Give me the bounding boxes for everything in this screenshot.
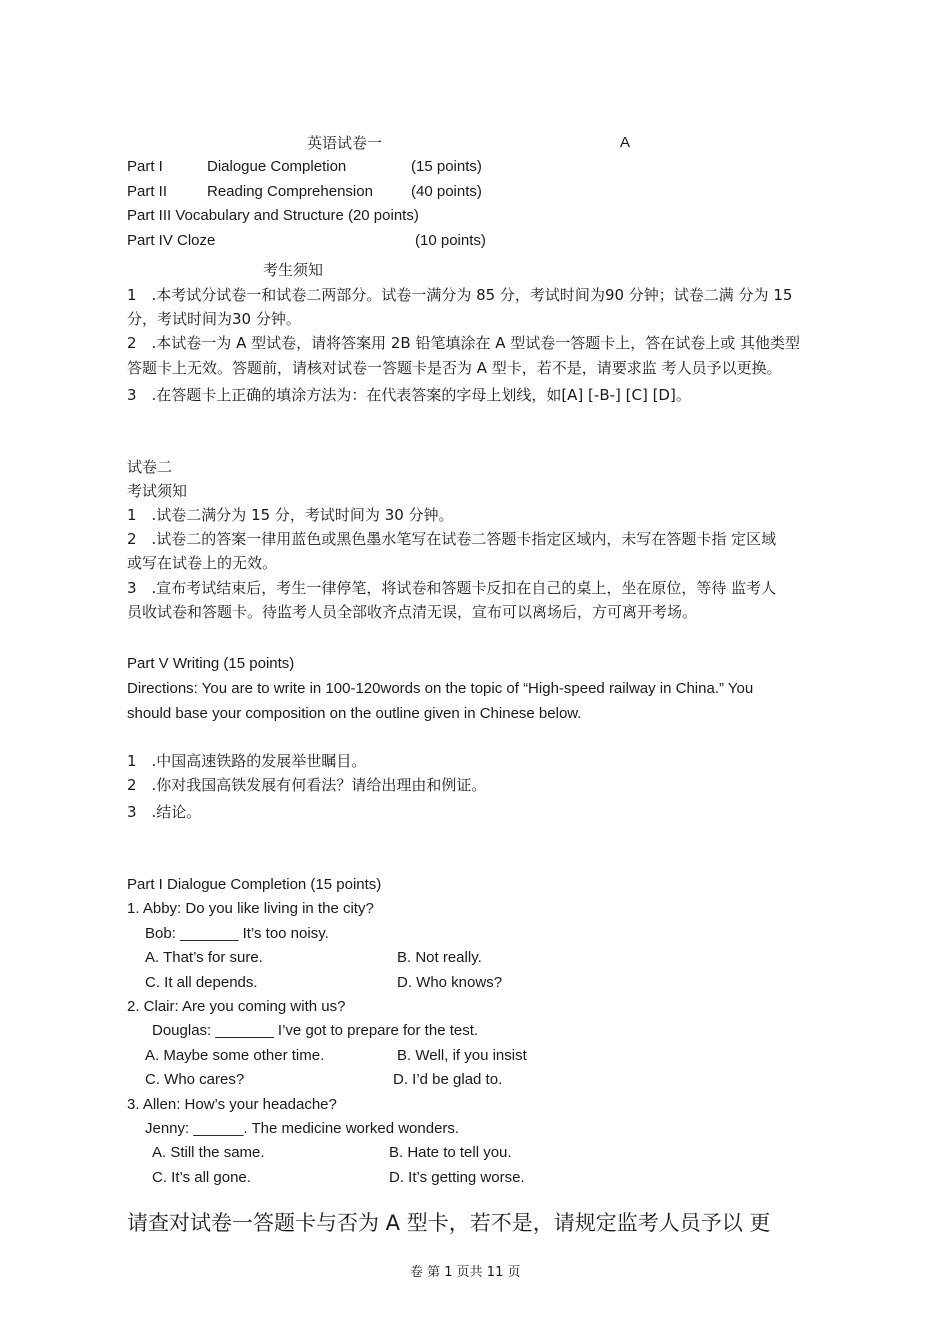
paper-2-notice-line: 1 .试卷二满分为 15 分，考试时间为 30 分钟。 xyxy=(127,506,454,524)
paper-2-notice-line: 员收试卷和答题卡。待监考人员全部收齐点清无误，宣布可以离场后，方可离开考场。 xyxy=(127,603,698,621)
writing-outline-item: 3 .结论。 xyxy=(127,803,202,821)
part-2-points: (40 points) xyxy=(411,183,482,200)
notice-1-line: 1 .本考试分试卷一和试卷二两部分。试卷一满分为 85 分，考试时间为90 分钟；试卷二满 分为 15 xyxy=(127,286,793,304)
question-2-option-b: B. Well, if you insist xyxy=(397,1047,527,1064)
dialogue-title: Part I Dialogue Completion (15 points) xyxy=(127,876,382,893)
paper-2-notice-line: 或写在试卷上的无效。 xyxy=(127,554,278,572)
notice-1-line: 2 .本试卷一为 A 型试卷，请将答案用 2B 铅笔填涂在 A 型试卷一答题卡上，答在试卷上或 其他类型 xyxy=(127,334,801,352)
notice-1-title: 考生须知 xyxy=(263,261,324,279)
notice-1-line: 3 .在答题卡上正确的填涂方法为：在代表答案的字母上划线，如[A] [-B-] [C] [D]。 xyxy=(127,386,691,404)
part-1-points: (15 points) xyxy=(411,158,482,175)
question-1-option-a: A. That’s for sure. xyxy=(145,949,263,966)
exam-title: 英语试卷一 xyxy=(307,134,383,152)
question-2-option-c: C. Who cares? xyxy=(145,1071,245,1088)
writing-directions: Directions: You are to write in 100-120words on the topic of “High-speed railway in China.” You xyxy=(127,680,754,697)
question-1-option-c: C. It all depends. xyxy=(145,974,258,991)
writing-outline-item: 1 .中国高速铁路的发展举世瞩目。 xyxy=(127,752,367,770)
question-2-option-a: A. Maybe some other time. xyxy=(145,1047,325,1064)
question-2-option-d: D. I’d be glad to. xyxy=(393,1071,503,1088)
question-1-option-d: D. Who knows? xyxy=(397,974,503,991)
question-3-option-d: D. It’s getting worse. xyxy=(389,1169,525,1186)
question-3-option-a: A. Still the same. xyxy=(152,1144,265,1161)
question-3-prompt: 3. Allen: How’s your headache? xyxy=(127,1096,337,1113)
question-3-option-b: B. Hate to tell you. xyxy=(389,1144,512,1161)
question-3-option-c: C. It’s all gone. xyxy=(152,1169,251,1186)
paper-2-notice-title: 考试须知 xyxy=(127,482,188,500)
answer-card-check-notice: 请查对试卷一答题卡与否为 A 型卡，若不是，请规定监考人员予以 更 xyxy=(127,1211,771,1235)
part-3-label: Part III Vocabulary and Structure (20 points) xyxy=(127,207,419,224)
part-2-name: Reading Comprehension xyxy=(207,183,373,200)
part-1-name: Dialogue Completion xyxy=(207,158,347,175)
part-1-label: Part I xyxy=(127,158,163,175)
writing-outline-item: 2 .你对我国高铁发展有何看法？请给出理由和例证。 xyxy=(127,776,487,794)
question-1-option-b: B. Not really. xyxy=(397,949,482,966)
part-2-label: Part II xyxy=(127,183,168,200)
notice-1-line: 答题卡上无效。答题前，请核对试卷一答题卡是否为 A 型卡，若不是，请要求监 考人员予以更换。 xyxy=(127,359,782,377)
part-4-points: (10 points) xyxy=(415,232,486,249)
question-3-reply: Jenny: ______. The medicine worked wonders. xyxy=(145,1120,460,1137)
part-4-label: Part IV Cloze xyxy=(127,232,216,249)
question-2-reply: Douglas: _______ I’ve got to prepare for the test. xyxy=(152,1022,479,1039)
writing-title: Part V Writing (15 points) xyxy=(127,655,295,672)
paper-type-label: A xyxy=(620,134,631,151)
paper-2-notice-line: 3 .宣布考试结束后，考生一律停笔，将试卷和答题卡反扣在自己的桌上，坐在原位，等待 监考人 xyxy=(127,579,777,597)
paper-2-notice-line: 2 .试卷二的答案一律用蓝色或黑色墨水笔写在试卷二答题卡指定区域内，未写在答题卡指 定区域 xyxy=(127,530,777,548)
question-1-reply: Bob: _______ It’s too noisy. xyxy=(145,925,329,942)
notice-1-line: 分，考试时间为30 分钟。 xyxy=(127,310,301,328)
page-footer: 卷 第 1 页共 11 页 xyxy=(410,1265,521,1280)
question-1-prompt: 1. Abby: Do you like living in the city? xyxy=(127,900,374,917)
question-2-prompt: 2. Clair: Are you coming with us? xyxy=(127,998,346,1015)
writing-directions: should base your composition on the outline given in Chinese below. xyxy=(127,705,582,722)
paper-2-title: 试卷二 xyxy=(127,458,173,476)
